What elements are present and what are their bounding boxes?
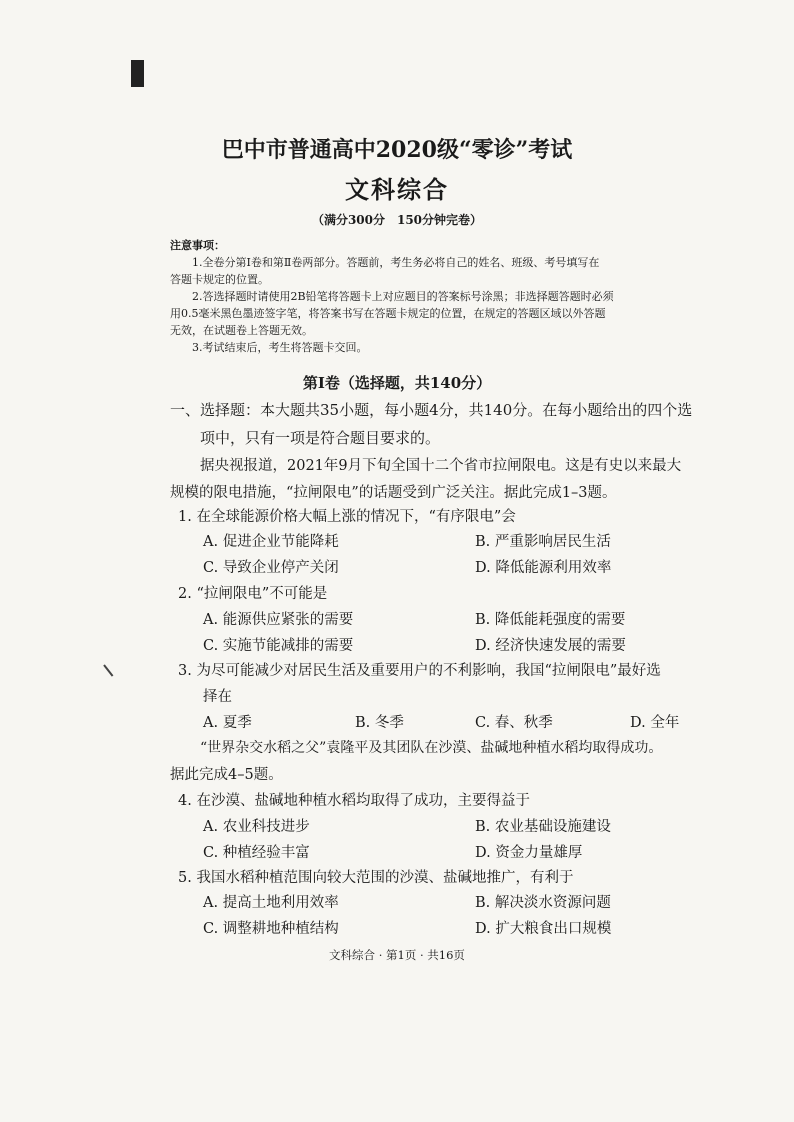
section-instruction: 项中，只有一项是符合题目要求的。 [200,429,441,447]
q3-option-b: B. 冬季 [355,715,404,731]
section-title: 第Ⅰ卷（选择题，共140分） [302,374,492,392]
q5-option-d: D. 扩大粮食出口规模 [475,921,612,937]
q5-option-a: A. 提高土地利用效率 [203,895,339,911]
score-time-note: （满分300分 150分钟完卷） [311,213,483,227]
scan-scratch-mark [103,664,113,676]
notes-item: 2.答选择题时请使用2B铅笔将答题卡上对应题目的答案标号涂黑；非选择题答题时必须 [192,290,614,303]
question-1-stem: 1. 在全球能源价格大幅上涨的情况下，“有序限电”会 [178,509,516,525]
q1-option-b: B. 严重影响居民生活 [475,534,611,550]
question-5-stem: 5. 我国水稻种植范围向较大范围的沙漠、盐碱地推广，有利于 [178,870,574,886]
material-text: 规模的限电措施，“拉闸限电”的话题受到广泛关注。据此完成1–3题。 [170,485,617,501]
question-2-stem: 2. “拉闸限电”不可能是 [178,586,328,602]
notes-heading: 注意事项： [170,239,225,252]
exam-title: 巴中市普通高中2020级“零诊”考试 [221,137,573,163]
page-footer: 文科综合 · 第1页 · 共16页 [329,948,465,962]
q4-option-d: D. 资金力量雄厚 [475,845,583,861]
material-text: “世界杂交水稻之父”袁隆平及其团队在沙漠、盐碱地种植水稻均取得成功。 [200,740,663,756]
question-4-stem: 4. 在沙漠、盐碱地种植水稻均取得了成功，主要得益于 [178,793,530,809]
q5-option-c: C. 调整耕地种植结构 [203,921,339,937]
section-instruction: 一、选择题：本大题共35小题，每小题4分，共140分。在每小题给出的四个选 [170,401,693,419]
question-3-stem: 3. 为尽可能减少对居民生活及重要用户的不利影响，我国“拉闸限电”最好选 [178,663,661,679]
notes-item: 用0.5毫米黑色墨迹签字笔，将答案书写在答题卡规定的位置，在规定的答题区域以外答题 [170,307,606,320]
notes-item: 无效，在试题卷上答题无效。 [170,324,313,337]
notes-item: 答题卡规定的位置。 [170,273,269,286]
q2-option-a: A. 能源供应紧张的需要 [203,612,354,628]
scan-edge-mark [131,60,144,87]
q1-option-c: C. 导致企业停产关闭 [203,560,339,576]
q5-option-b: B. 解决淡水资源问题 [475,895,611,911]
notes-block [170,237,710,356]
notes-item: 3.考试结束后，考生将答题卡交回。 [192,341,368,354]
q3-option-c: C. 春、秋季 [475,715,553,731]
q3-option-a: A. 夏季 [203,715,252,731]
notes-item: 1.全卷分第Ⅰ卷和第Ⅱ卷两部分。答题前，考生务必将自己的姓名、班级、考号填写在 [192,256,600,269]
q4-option-a: A. 农业科技进步 [203,819,310,835]
q1-option-d: D. 降低能源利用效率 [475,560,612,576]
q2-option-c: C. 实施节能减排的需要 [203,638,354,654]
q2-option-b: B. 降低能耗强度的需要 [475,612,626,628]
q3-option-d: D. 全年 [630,715,680,731]
q2-option-d: D. 经济快速发展的需要 [475,638,626,654]
question-3-stem: 择在 [203,689,232,705]
q4-option-c: C. 种植经验丰富 [203,845,310,861]
exam-subject: 文科综合 [345,175,449,204]
q4-option-b: B. 农业基础设施建设 [475,819,611,835]
material-text: 据此完成4–5题。 [170,767,283,783]
material-text: 据央视报道，2021年9月下旬全国十二个省市拉闸限电。这是有史以来最大 [200,458,682,474]
q1-option-a: A. 促进企业节能降耗 [203,534,339,550]
